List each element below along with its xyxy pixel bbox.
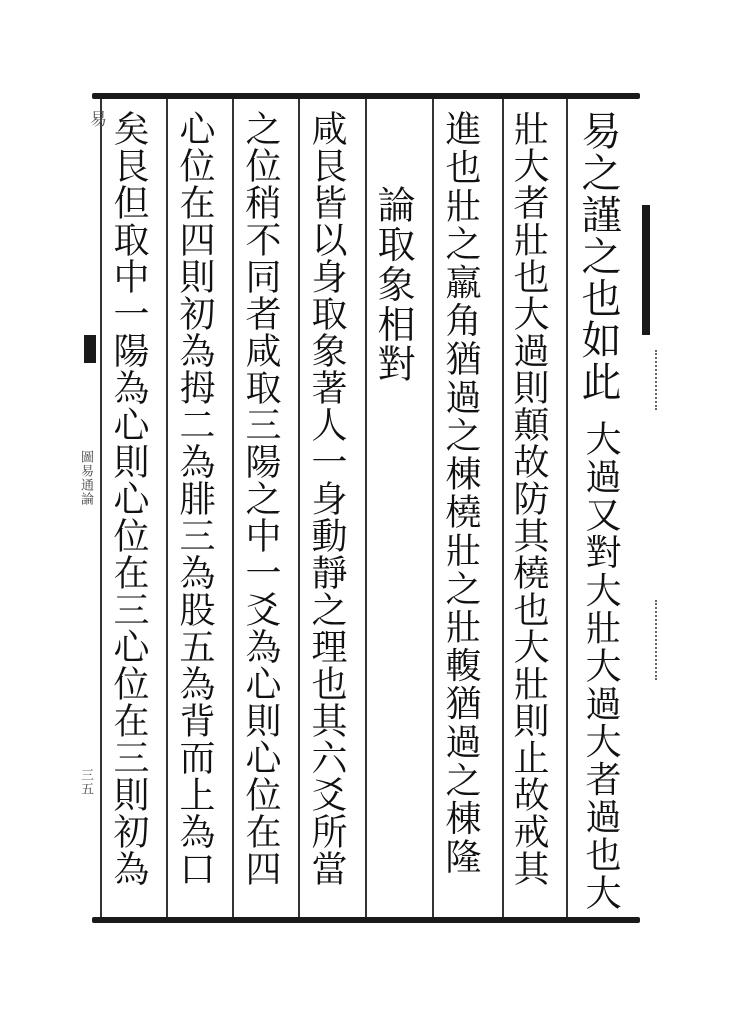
column-rule [232, 99, 234, 917]
column-rule [502, 99, 504, 917]
text-column-6: 咸艮皆以身取象著人一身動靜之理也其六爻所當 [306, 110, 347, 887]
column-rule [365, 99, 367, 917]
column-rule [432, 99, 434, 917]
dotted-edge [655, 600, 659, 680]
text-column-9: 矣艮但取中一陽為心則心位在三心位在三則初為 [108, 110, 149, 887]
text-column-3: 壯大者壯也大過則顛故防其橈也大壯則止故戒其 [508, 110, 549, 887]
bottom-rule [92, 917, 640, 923]
column-rule [166, 99, 168, 917]
text-column-1: 易之謹之也如此 [575, 110, 621, 403]
text-column-8: 心位在四則初為拇二為腓三為股五為背而上為口 [174, 110, 215, 887]
text-column-4: 進也壯之羸角猶過之棟橈壯之壯輹猶過之棟隆 [440, 110, 481, 876]
edge-title: 易 [86, 110, 106, 131]
column-rule [298, 99, 300, 917]
text-column-2: 大過又對大壯大過大者過也大 [580, 420, 621, 912]
column-rule [100, 99, 102, 917]
column-rule [566, 99, 568, 917]
text-column-7: 之位稍不同者咸取三陽之中一爻為心則心位在四 [240, 110, 281, 887]
chapter-marker [642, 205, 650, 335]
dotted-edge [655, 350, 659, 410]
fishtail-mark [84, 335, 96, 363]
page-number: 三五 [78, 768, 93, 796]
section-heading: 論取象相對 [371, 185, 415, 384]
edge-note: 圖易通論 [78, 450, 93, 506]
